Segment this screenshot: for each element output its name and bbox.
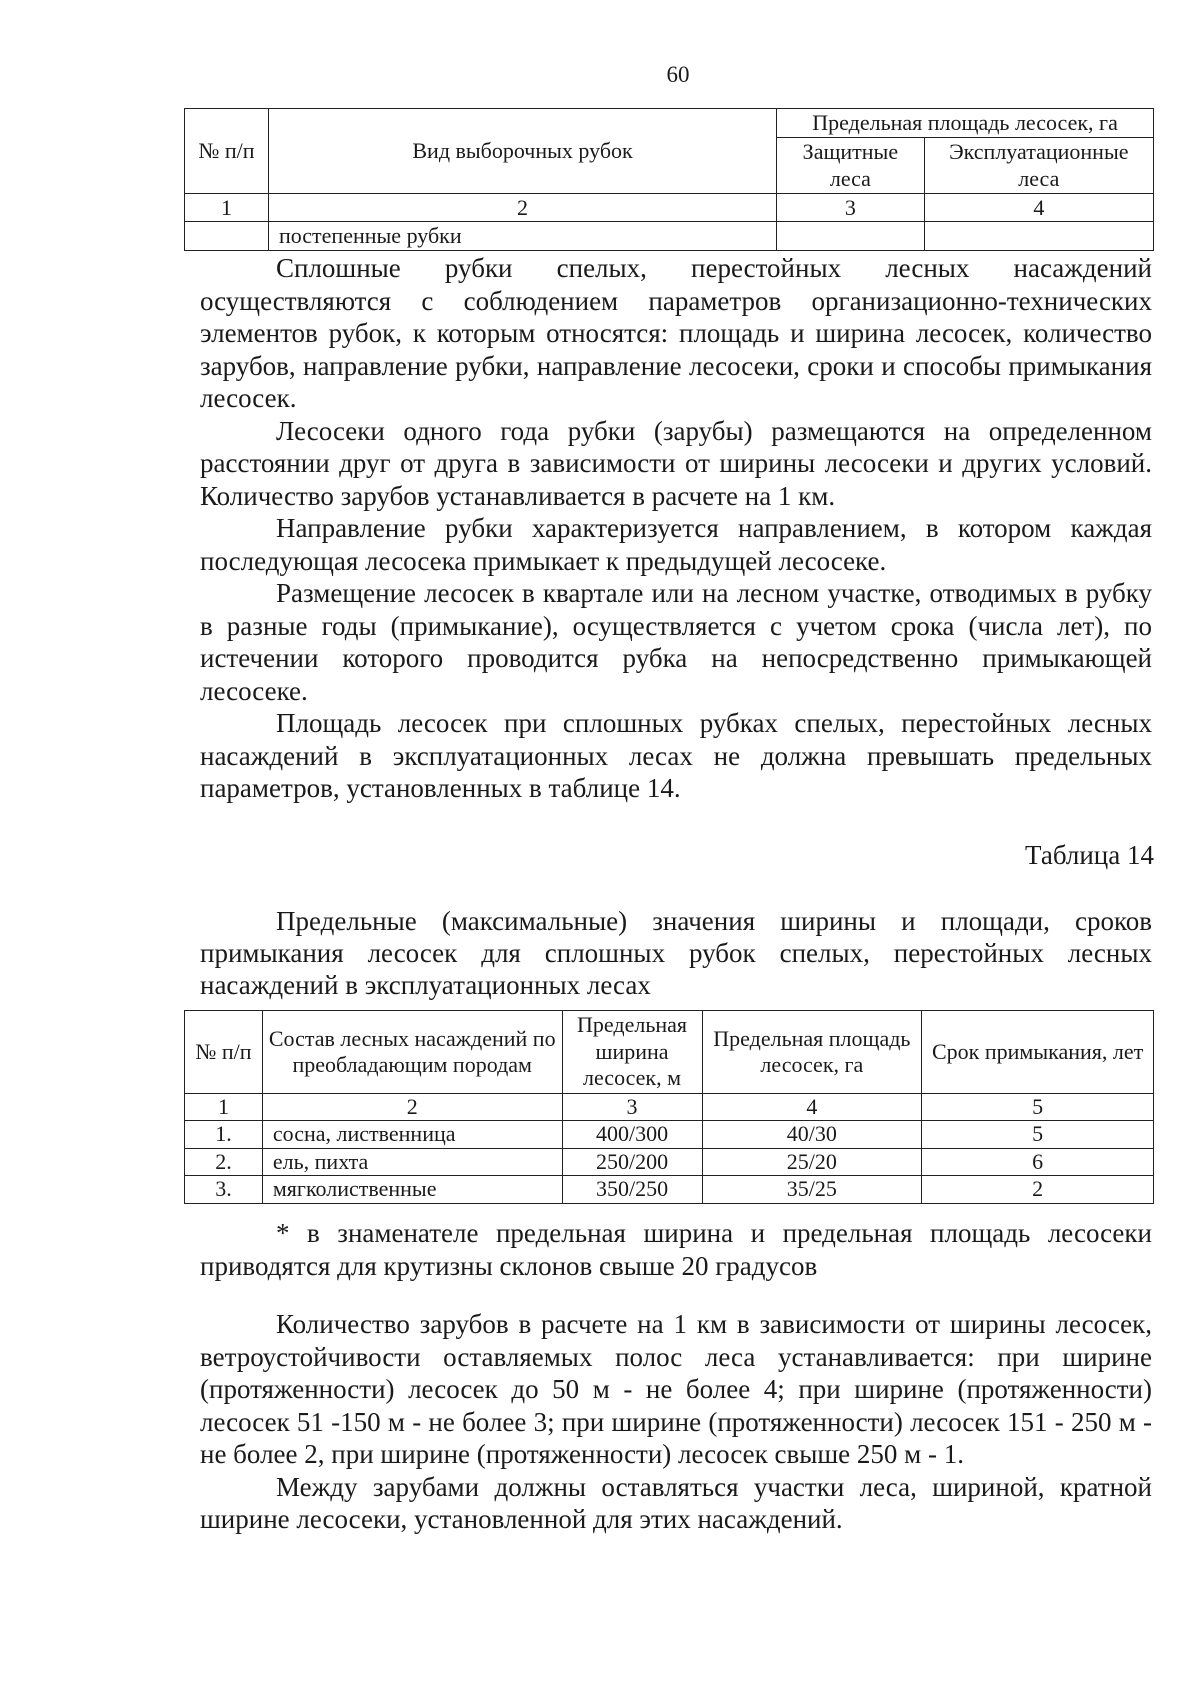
selective-cutting-table xyxy=(184,108,1154,251)
body-text-2 xyxy=(200,1308,1152,1536)
paragraph: Направление рубки характеризуется направлением, в котором каждая последующая лесосека примыкает к предыдущей лесосеке. xyxy=(200,513,1152,576)
table-label: Таблица 14 xyxy=(1025,840,1154,870)
cell-exploitation xyxy=(924,222,1153,251)
cell: 350/250 xyxy=(562,1176,702,1203)
cell: ель, пихта xyxy=(262,1148,562,1175)
index-cell: 5 xyxy=(922,1094,1154,1121)
table-row xyxy=(185,1176,1154,1203)
index-cell: 1 xyxy=(185,1094,263,1121)
cell: 2. xyxy=(185,1148,263,1175)
cell: 40/30 xyxy=(702,1121,922,1148)
cutting-limits-table xyxy=(184,1010,1154,1204)
table-row xyxy=(185,1148,1154,1175)
index-cell: 2 xyxy=(262,1094,562,1121)
paragraph: Количество зарубов в расчете на 1 км в зависимости от ширины лесосек, ветроустойчивости оставляемых полос леса устанавливается: при ширине (протяженности) лесосек до 50 м - не более 4; при ширине (протяженности) лесосек 51 -150 м - не более 3; при ширине (протяженности) лесосек 151 - 250 м - не более 2, при ширине (протяженности) лесосек свыше 250 м - 1. xyxy=(200,1309,1152,1469)
header-area-group: Предельная площадь лесосек, га xyxy=(777,109,1154,138)
header-protective: Защитные леса xyxy=(777,137,925,193)
paragraph: Площадь лесосек при сплошных рубках спелых, перестойных лесных насаждений в эксплуатационных лесах не должна превышать предельных параметров, установленных в таблице 14. xyxy=(200,708,1152,803)
cell: 35/25 xyxy=(702,1176,922,1203)
index-cell: 4 xyxy=(924,193,1153,222)
table-index-row xyxy=(185,1094,1154,1121)
cell: 1. xyxy=(185,1121,263,1148)
table-header-row xyxy=(185,1011,1154,1094)
cell: мягколиственные xyxy=(262,1176,562,1203)
cell: 6 xyxy=(922,1148,1154,1175)
index-cell: 3 xyxy=(777,193,925,222)
cell-protective xyxy=(777,222,925,251)
header-cell: Предельная площадь лесосек, га xyxy=(702,1011,922,1094)
cell: 3. xyxy=(185,1176,263,1203)
index-cell: 3 xyxy=(562,1094,702,1121)
footnote-text: * в знаменателе предельная ширина и предельная площадь лесосеки приводятся для крутизны склонов свыше 20 градусов xyxy=(200,1218,1152,1281)
paragraph: Сплошные рубки спелых, перестойных лесных насаждений осуществляются с соблюдением параметров организационно-технических элементов рубок, к которым относятся: площадь и ширина лесосек, количество зарубов, направление рубки, направление лесосеки, сроки и способы примыкания лесосек. xyxy=(200,253,1152,413)
header-num: № п/п xyxy=(185,109,269,194)
paragraph: Между зарубами должны оставляться участки леса, шириной, кратной ширине лесосеки, установленной для этих насаждений. xyxy=(200,1471,1152,1534)
paragraph: Размещение лесосек в квартале или на лесном участке, отводимых в рубку в разные годы (примыкание), осуществляется с учетом срока (числа лет), по истечении которого проводится рубка на непосредственно примыкающей лесосеке. xyxy=(200,578,1152,706)
caption-text: Предельные (максимальные) значения ширины и площади, сроков примыкания лесосек для сплошных рубок спелых, перестойных лесных насаждений в эксплуатационных лесах xyxy=(200,906,1152,1000)
cell: 2 xyxy=(922,1176,1154,1203)
header-cell: Состав лесных насаждений по преобладающим породам xyxy=(262,1011,562,1094)
header-cell: Срок примыкания, лет xyxy=(922,1011,1154,1094)
index-cell: 4 xyxy=(702,1094,922,1121)
header-cell: № п/п xyxy=(185,1011,263,1094)
cell: сосна, лиственница xyxy=(262,1121,562,1148)
table-row xyxy=(185,222,1154,251)
index-cell: 1 xyxy=(185,193,269,222)
body-text-1 xyxy=(200,252,1152,805)
cell: 250/200 xyxy=(562,1148,702,1175)
cell-num xyxy=(185,222,269,251)
table-caption xyxy=(200,905,1152,1001)
cell: 5 xyxy=(922,1121,1154,1148)
table-index-row xyxy=(185,193,1154,222)
cell: 25/20 xyxy=(702,1148,922,1175)
header-cell: Предельная ширина лесосек, м xyxy=(562,1011,702,1094)
header-cutting-type: Вид выборочных рубок xyxy=(268,109,776,194)
paragraph: Лесосеки одного года рубки (зарубы) размещаются на определенном расстоянии друг от друга в зависимости от ширины лесосеки и других условий. Количество зарубов устанавливается в расчете на 1 км. xyxy=(200,415,1152,511)
cell-type: постепенные рубки xyxy=(268,222,776,251)
index-cell: 2 xyxy=(268,193,776,222)
table-footnote xyxy=(200,1217,1152,1282)
header-exploitation: Эксплуатационные леса xyxy=(924,137,1153,193)
cell: 400/300 xyxy=(562,1121,702,1148)
table-row xyxy=(185,1121,1154,1148)
page-number: 60 xyxy=(666,62,690,87)
